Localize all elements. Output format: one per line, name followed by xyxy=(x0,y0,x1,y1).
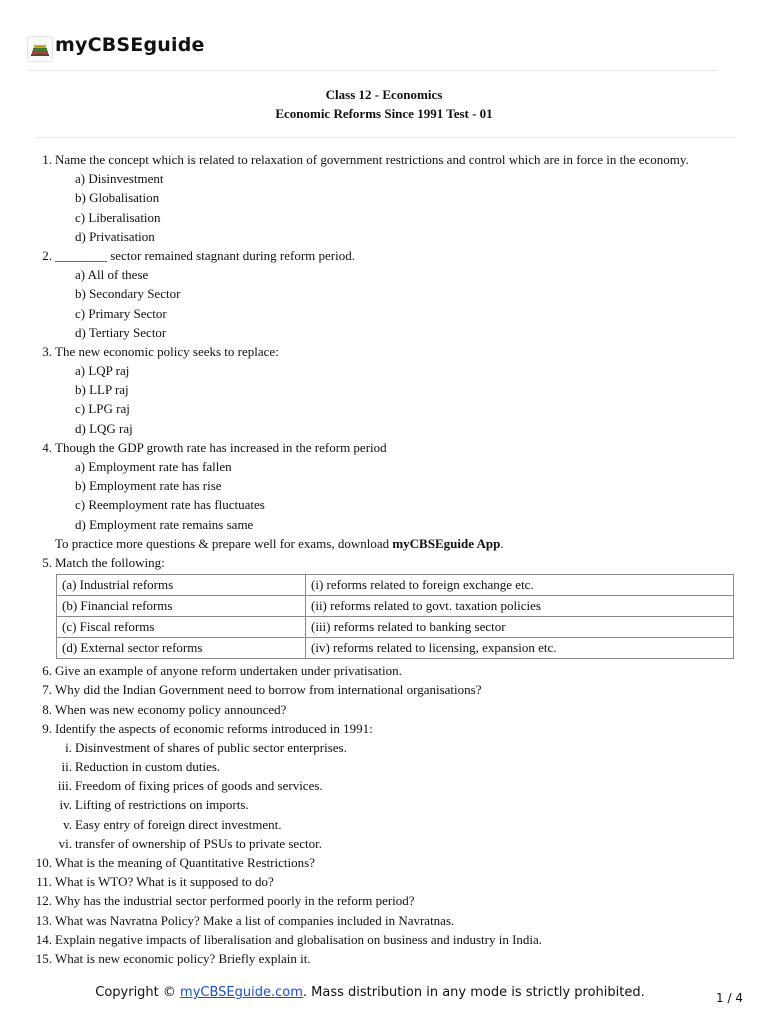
roman-numeral: i. xyxy=(65,739,72,755)
table-cell: (i) reforms related to foreign exchange etc. xyxy=(306,575,734,596)
option: c) Primary Sector xyxy=(75,305,167,321)
divider xyxy=(36,137,736,138)
question-text: ________ sector remained stagnant during reform period. xyxy=(55,247,355,263)
question-7 xyxy=(0,680,768,699)
list-item xyxy=(0,795,768,814)
table-cell: (c) Fiscal reforms xyxy=(57,617,306,638)
question-13 xyxy=(0,911,768,930)
copyright-suffix: . Mass distribution in any mode is strictly prohibited. xyxy=(302,985,645,1000)
option: b) Secondary Sector xyxy=(75,286,181,302)
table-cell: (b) Financial reforms xyxy=(57,596,306,617)
question-number: 1. xyxy=(42,152,52,167)
table-cell: (ii) reforms related to govt. taxation policies xyxy=(306,596,734,617)
question-14 xyxy=(0,930,768,949)
question-text: Give an example of anyone reform undertaken under privatisation. xyxy=(55,663,402,679)
table-cell: (iv) reforms related to licensing, expansion etc. xyxy=(306,638,734,659)
item-text: Easy entry of foreign direct investment. xyxy=(75,816,282,832)
list-item xyxy=(0,776,768,795)
header xyxy=(27,30,717,64)
item-text: transfer of ownership of PSUs to private sector. xyxy=(75,835,322,851)
option: d) Tertiary Sector xyxy=(75,324,167,340)
option: a) LQP raj xyxy=(75,363,130,379)
page-number: 1 / 4 xyxy=(716,991,743,1005)
match-table xyxy=(56,574,734,659)
question-number: 11. xyxy=(36,874,52,890)
question-text: Explain negative impacts of liberalisation and globalisation on business and industry in India. xyxy=(55,931,543,947)
question-text: Identify the aspects of economic reforms introduced in 1991: xyxy=(55,720,373,736)
question-number: 3. xyxy=(42,343,52,359)
question-number: 6. xyxy=(42,663,52,679)
question-8 xyxy=(0,700,768,719)
option: b) Globalisation xyxy=(75,190,160,206)
roman-numeral: iii. xyxy=(57,778,72,794)
question-number: 14. xyxy=(35,931,52,947)
list-item xyxy=(0,738,768,757)
option: c) Reemployment rate has fluctuates xyxy=(75,497,265,513)
option: b) Employment rate has rise xyxy=(75,478,222,494)
list-item xyxy=(0,834,768,853)
roman-numeral: vi. xyxy=(58,835,72,851)
option: c) LPG raj xyxy=(75,401,130,417)
logo xyxy=(27,36,53,62)
option: d) Employment rate remains same xyxy=(75,516,254,532)
question-number: 12. xyxy=(35,893,52,909)
question-text: Match the following: xyxy=(55,554,165,570)
item-text: Reduction in custom duties. xyxy=(75,759,221,775)
table-cell: (a) Industrial reforms xyxy=(57,575,306,596)
table-cell: (iii) reforms related to banking sector xyxy=(306,617,734,638)
table-row xyxy=(57,596,734,617)
question-text: What is the meaning of Quantitative Restrictions? xyxy=(55,855,315,870)
roman-numeral: ii. xyxy=(61,759,72,775)
question-number: 10. xyxy=(35,855,52,870)
table-row xyxy=(57,575,734,596)
question-text: When was new economy policy announced? xyxy=(55,701,287,717)
promo-line xyxy=(0,534,768,553)
question-text: The new economic policy seeks to replace: xyxy=(55,343,279,359)
table-cell: (d) External sector reforms xyxy=(57,638,306,659)
question-6 xyxy=(0,661,768,680)
promo-text: To practice more questions & prepare well for exams, download xyxy=(55,535,393,551)
question-text: What is new economic policy? Briefly explain it. xyxy=(55,950,311,966)
promo-end: . xyxy=(500,535,504,551)
question-number: 13. xyxy=(35,912,52,928)
question-5 xyxy=(0,553,768,572)
option: b) LLP raj xyxy=(75,382,129,398)
question-number: 15. xyxy=(35,950,52,966)
question-text: Why did the Indian Government need to borrow from international organisations? xyxy=(55,682,482,698)
question-text: What was Navratna Policy? Make a list of companies included in Navratnas. xyxy=(55,912,455,928)
question-text: Name the concept which is related to relaxation of government restrictions and control which are in force in the economy. xyxy=(55,152,689,167)
books-logo-icon xyxy=(28,37,52,61)
question-2 xyxy=(0,246,768,265)
list-item xyxy=(0,815,768,834)
table-row xyxy=(57,617,734,638)
copyright-footer xyxy=(0,985,740,1000)
page-title: Class 12 - Economics xyxy=(325,87,443,102)
question-number: 5. xyxy=(42,554,52,570)
question-text: Why has the industrial sector performed poorly in the reform period? xyxy=(55,893,415,909)
option: a) All of these xyxy=(75,267,149,283)
question-4 xyxy=(0,438,768,457)
item-text: Freedom of fixing prices of goods and services. xyxy=(75,778,323,794)
question-number: 4. xyxy=(42,439,52,455)
promo-app-name: myCBSEguide App xyxy=(392,535,501,551)
question-number: 9. xyxy=(42,720,52,736)
question-12 xyxy=(0,891,768,910)
test-title: Economic Reforms Since 1991 Test - 01 xyxy=(275,106,493,121)
item-text: Disinvestment of shares of public sector enterprises. xyxy=(75,739,347,755)
option: d) LQG raj xyxy=(75,420,133,436)
list-item xyxy=(0,757,768,776)
question-list xyxy=(0,150,768,968)
roman-numeral: iv. xyxy=(59,797,72,813)
copyright-prefix: Copyright © xyxy=(95,985,181,1000)
item-text: Lifting of restrictions on imports. xyxy=(75,797,249,813)
question-number: 8. xyxy=(42,701,52,717)
option: c) Liberalisation xyxy=(75,209,161,225)
question-11 xyxy=(0,872,768,891)
question-1 xyxy=(0,150,768,169)
site-link[interactable]: myCBSEguide.com xyxy=(180,985,303,1000)
question-number: 2. xyxy=(42,247,52,263)
roman-numeral: v. xyxy=(63,816,72,832)
option: d) Privatisation xyxy=(75,228,155,244)
brand-name[interactable]: myCBSEguide xyxy=(55,34,205,56)
question-9 xyxy=(0,719,768,738)
question-text: What is WTO? What is it supposed to do? xyxy=(55,874,274,890)
option: a) Employment rate has fallen xyxy=(75,459,232,474)
question-10 xyxy=(0,853,768,872)
divider xyxy=(28,70,718,71)
question-15 xyxy=(0,949,768,968)
table-row xyxy=(57,638,734,659)
option: a) Disinvestment xyxy=(75,171,164,187)
question-3 xyxy=(0,342,768,361)
question-number: 7. xyxy=(42,682,52,698)
question-text: Though the GDP growth rate has increased in the reform period xyxy=(55,439,387,455)
